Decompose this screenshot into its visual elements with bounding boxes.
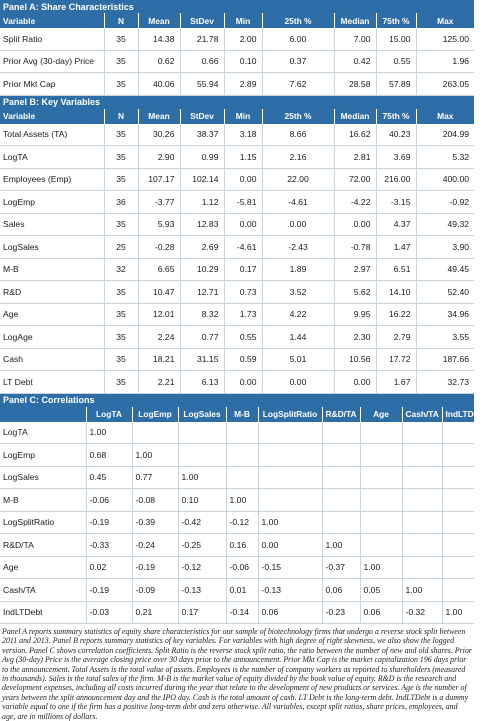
- column-header: [0, 407, 86, 422]
- value-cell: 49.32: [416, 213, 474, 236]
- value-cell: 0.00: [262, 213, 334, 236]
- table-row: [0, 489, 474, 512]
- row-label: M-B: [0, 258, 104, 281]
- value-cell: [322, 444, 360, 467]
- value-cell: 6.65: [138, 258, 180, 281]
- value-cell: 22.00: [262, 168, 334, 191]
- value-cell: -0.15: [258, 556, 322, 579]
- value-cell: 0.10: [224, 50, 262, 73]
- value-cell: [402, 534, 442, 557]
- value-cell: 1.00: [442, 601, 474, 624]
- value-cell: [442, 534, 474, 557]
- value-cell: 0.00: [258, 534, 322, 557]
- row-label: Prior Avg (30-day) Price: [0, 50, 104, 73]
- value-cell: 3.69: [376, 146, 416, 169]
- value-cell: 8.32: [180, 303, 224, 326]
- value-cell: 2.69: [180, 236, 224, 259]
- row-label: LogAge: [0, 326, 104, 349]
- column-header: Cash/TA: [402, 407, 442, 422]
- value-cell: 0.66: [180, 50, 224, 73]
- table-row: [0, 422, 474, 444]
- value-cell: [442, 511, 474, 534]
- column-header: N: [104, 13, 138, 28]
- value-cell: [178, 422, 226, 444]
- value-cell: 5.62: [334, 281, 376, 304]
- value-cell: 2.90: [138, 146, 180, 169]
- value-cell: 35: [104, 371, 138, 394]
- value-cell: [226, 444, 258, 467]
- row-label: M-B: [0, 489, 86, 512]
- value-cell: 216.00: [376, 168, 416, 191]
- value-cell: 4.22: [262, 303, 334, 326]
- value-cell: 0.02: [86, 556, 132, 579]
- value-cell: 35: [104, 348, 138, 371]
- value-cell: 0.00: [224, 213, 262, 236]
- value-cell: 0.37: [262, 50, 334, 73]
- value-cell: 0.99: [180, 146, 224, 169]
- row-label: IndLTDebt: [0, 601, 86, 624]
- value-cell: 9.95: [334, 303, 376, 326]
- table-row: [0, 511, 474, 534]
- column-header: LogSales: [178, 407, 226, 422]
- table-row: [0, 371, 474, 394]
- value-cell: [226, 466, 258, 489]
- row-label: Split Ratio: [0, 28, 104, 50]
- value-cell: -4.61: [262, 191, 334, 214]
- row-label: LogTA: [0, 146, 104, 169]
- column-header: Variable: [0, 109, 104, 124]
- value-cell: -0.09: [132, 579, 178, 602]
- table-row: [0, 213, 474, 236]
- value-cell: 0.77: [132, 466, 178, 489]
- value-cell: 6.51: [376, 258, 416, 281]
- value-cell: 0.00: [334, 371, 376, 394]
- value-cell: [402, 511, 442, 534]
- value-cell: 25: [104, 236, 138, 259]
- row-label: Cash/TA: [0, 579, 86, 602]
- value-cell: 35: [104, 303, 138, 326]
- table-row: [0, 579, 474, 602]
- value-cell: -4.61: [224, 236, 262, 259]
- value-cell: -0.33: [86, 534, 132, 557]
- row-label: Cash: [0, 348, 104, 371]
- value-cell: 0.17: [224, 258, 262, 281]
- value-cell: 15.00: [376, 28, 416, 50]
- value-cell: [402, 556, 442, 579]
- table-row: [0, 191, 474, 214]
- value-cell: 1.12: [180, 191, 224, 214]
- value-cell: -0.14: [226, 601, 258, 624]
- value-cell: [402, 444, 442, 467]
- value-cell: 1.89: [262, 258, 334, 281]
- value-cell: 40.23: [376, 124, 416, 146]
- value-cell: 1.00: [322, 534, 360, 557]
- table-row: [0, 50, 474, 73]
- value-cell: 1.73: [224, 303, 262, 326]
- value-cell: [442, 466, 474, 489]
- value-cell: 35: [104, 146, 138, 169]
- value-cell: 0.42: [334, 50, 376, 73]
- table-row: [0, 444, 474, 467]
- value-cell: 16.62: [334, 124, 376, 146]
- column-header: LogSplitRatio: [258, 407, 322, 422]
- value-cell: 2.79: [376, 326, 416, 349]
- column-header: Age: [360, 407, 402, 422]
- value-cell: [442, 579, 474, 602]
- value-cell: 187.66: [416, 348, 474, 371]
- value-cell: -0.39: [132, 511, 178, 534]
- value-cell: 107.17: [138, 168, 180, 191]
- value-cell: 1.15: [224, 146, 262, 169]
- value-cell: 2.97: [334, 258, 376, 281]
- value-cell: 1.00: [360, 556, 402, 579]
- value-cell: 0.00: [262, 371, 334, 394]
- value-cell: 0.00: [334, 213, 376, 236]
- table-row: [0, 281, 474, 304]
- value-cell: 32: [104, 258, 138, 281]
- value-cell: 17.72: [376, 348, 416, 371]
- row-label: LogEmp: [0, 191, 104, 214]
- value-cell: 14.38: [138, 28, 180, 50]
- row-label: Age: [0, 303, 104, 326]
- value-cell: 1.96: [416, 50, 474, 73]
- value-cell: 5.93: [138, 213, 180, 236]
- value-cell: 10.47: [138, 281, 180, 304]
- value-cell: -0.19: [86, 579, 132, 602]
- value-cell: -0.12: [178, 556, 226, 579]
- value-cell: 52.40: [416, 281, 474, 304]
- value-cell: 2.16: [262, 146, 334, 169]
- table-row: [0, 326, 474, 349]
- column-header: M-B: [226, 407, 258, 422]
- value-cell: 12.71: [180, 281, 224, 304]
- value-cell: 35: [104, 168, 138, 191]
- value-cell: [322, 466, 360, 489]
- value-cell: 1.00: [402, 579, 442, 602]
- value-cell: 1.00: [258, 511, 322, 534]
- value-cell: 5.32: [416, 146, 474, 169]
- value-cell: -3.15: [376, 191, 416, 214]
- value-cell: 2.81: [334, 146, 376, 169]
- value-cell: [258, 422, 322, 444]
- value-cell: -0.03: [86, 601, 132, 624]
- value-cell: 34.96: [416, 303, 474, 326]
- value-cell: 38.37: [180, 124, 224, 146]
- row-label: Employees (Emp): [0, 168, 104, 191]
- value-cell: 12.83: [180, 213, 224, 236]
- value-cell: 2.24: [138, 326, 180, 349]
- value-cell: -0.08: [132, 489, 178, 512]
- table-row: [0, 303, 474, 326]
- table-row: [0, 28, 474, 50]
- table-row: [0, 348, 474, 371]
- column-header: LogEmp: [132, 407, 178, 422]
- value-cell: 2.00: [224, 28, 262, 50]
- header-row: [0, 407, 474, 422]
- value-cell: 40.06: [138, 73, 180, 96]
- value-cell: [258, 466, 322, 489]
- value-cell: 3.90: [416, 236, 474, 259]
- value-cell: 21.78: [180, 28, 224, 50]
- row-label: LogEmp: [0, 444, 86, 467]
- value-cell: [178, 444, 226, 467]
- column-header: Min: [224, 109, 262, 124]
- value-cell: -0.13: [258, 579, 322, 602]
- panel-title: Panel A: Share Characteristics: [0, 0, 474, 13]
- column-header: IndLTDebt: [442, 407, 474, 422]
- value-cell: [360, 422, 402, 444]
- value-cell: -4.22: [334, 191, 376, 214]
- value-cell: [322, 422, 360, 444]
- value-cell: [402, 422, 442, 444]
- value-cell: [360, 466, 402, 489]
- value-cell: 35: [104, 281, 138, 304]
- value-cell: 7.00: [334, 28, 376, 50]
- table-row: [0, 466, 474, 489]
- value-cell: 3.55: [416, 326, 474, 349]
- column-header: Median: [334, 109, 376, 124]
- value-cell: 1.00: [178, 466, 226, 489]
- value-cell: [258, 444, 322, 467]
- value-cell: 0.68: [86, 444, 132, 467]
- value-cell: 55.94: [180, 73, 224, 96]
- row-label: R&D: [0, 281, 104, 304]
- column-header: Max: [416, 13, 474, 28]
- value-cell: [258, 489, 322, 512]
- value-cell: 35: [104, 213, 138, 236]
- panel-title-row: [0, 0, 474, 13]
- value-cell: -0.37: [322, 556, 360, 579]
- value-cell: -0.42: [178, 511, 226, 534]
- column-header: Mean: [138, 109, 180, 124]
- value-cell: 2.21: [138, 371, 180, 394]
- value-cell: 35: [104, 50, 138, 73]
- value-cell: -0.92: [416, 191, 474, 214]
- value-cell: [360, 534, 402, 557]
- value-cell: 0.77: [180, 326, 224, 349]
- value-cell: [442, 489, 474, 512]
- value-cell: 0.01: [226, 579, 258, 602]
- value-cell: 2.30: [334, 326, 376, 349]
- value-cell: -0.32: [402, 601, 442, 624]
- value-cell: 35: [104, 73, 138, 96]
- row-label: LogSales: [0, 236, 104, 259]
- value-cell: -0.25: [178, 534, 226, 557]
- column-header: R&D/TA: [322, 407, 360, 422]
- value-cell: 0.62: [138, 50, 180, 73]
- row-label: LogTA: [0, 422, 86, 444]
- value-cell: 12.01: [138, 303, 180, 326]
- value-cell: 8.66: [262, 124, 334, 146]
- column-header: StDev: [180, 13, 224, 28]
- table-row: [0, 236, 474, 259]
- value-cell: 1.67: [376, 371, 416, 394]
- value-cell: 0.45: [86, 466, 132, 489]
- table-row: [0, 556, 474, 579]
- value-cell: 1.00: [132, 444, 178, 467]
- value-cell: 7.62: [262, 73, 334, 96]
- value-cell: [402, 466, 442, 489]
- panel-title-row: [0, 95, 474, 109]
- value-cell: 102.14: [180, 168, 224, 191]
- column-header: Median: [334, 13, 376, 28]
- value-cell: 1.00: [86, 422, 132, 444]
- column-header: 75th %: [376, 109, 416, 124]
- value-cell: 32.73: [416, 371, 474, 394]
- value-cell: 35: [104, 124, 138, 146]
- column-header: Max: [416, 109, 474, 124]
- value-cell: 10.56: [334, 348, 376, 371]
- table-row: [0, 601, 474, 624]
- value-cell: -0.28: [138, 236, 180, 259]
- value-cell: 36: [104, 191, 138, 214]
- value-cell: -0.19: [132, 556, 178, 579]
- header-row: [0, 13, 474, 28]
- table-row: [0, 168, 474, 191]
- column-header: 25th %: [262, 13, 334, 28]
- column-header: Min: [224, 13, 262, 28]
- value-cell: -0.24: [132, 534, 178, 557]
- correlations-table: [0, 394, 486, 625]
- column-header: N: [104, 109, 138, 124]
- value-cell: 1.44: [262, 326, 334, 349]
- row-label: LogSplitRatio: [0, 511, 86, 534]
- row-label: LogSales: [0, 466, 86, 489]
- value-cell: 0.00: [224, 371, 262, 394]
- value-cell: -3.77: [138, 191, 180, 214]
- value-cell: [442, 422, 474, 444]
- value-cell: 30.26: [138, 124, 180, 146]
- value-cell: 0.16: [226, 534, 258, 557]
- value-cell: 0.06: [360, 601, 402, 624]
- value-cell: [360, 489, 402, 512]
- value-cell: 0.06: [258, 601, 322, 624]
- value-cell: 263.05: [416, 73, 474, 96]
- column-header: LogTA: [86, 407, 132, 422]
- value-cell: 4.37: [376, 213, 416, 236]
- value-cell: 0.21: [132, 601, 178, 624]
- value-cell: 35: [104, 28, 138, 50]
- value-cell: 72.00: [334, 168, 376, 191]
- table-row: [0, 146, 474, 169]
- value-cell: 0.59: [224, 348, 262, 371]
- value-cell: [360, 511, 402, 534]
- value-cell: 1.47: [376, 236, 416, 259]
- value-cell: 3.18: [224, 124, 262, 146]
- value-cell: -0.06: [86, 489, 132, 512]
- column-header: Mean: [138, 13, 180, 28]
- value-cell: -5.81: [224, 191, 262, 214]
- value-cell: 0.55: [376, 50, 416, 73]
- header-row: [0, 109, 474, 124]
- value-cell: [402, 489, 442, 512]
- panel-title: Panel B: Key Variables: [0, 95, 474, 109]
- row-label: Age: [0, 556, 86, 579]
- row-label: Total Assets (TA): [0, 124, 104, 146]
- panel-title: Panel C: Correlations: [0, 394, 474, 407]
- value-cell: 125.00: [416, 28, 474, 50]
- value-cell: 28.58: [334, 73, 376, 96]
- value-cell: -2.43: [262, 236, 334, 259]
- table-row: [0, 534, 474, 557]
- value-cell: 0.10: [178, 489, 226, 512]
- value-cell: -0.06: [226, 556, 258, 579]
- value-cell: 5.01: [262, 348, 334, 371]
- column-header: StDev: [180, 109, 224, 124]
- value-cell: -0.13: [178, 579, 226, 602]
- value-cell: 204.99: [416, 124, 474, 146]
- value-cell: 35: [104, 326, 138, 349]
- value-cell: 0.17: [178, 601, 226, 624]
- value-cell: 49.45: [416, 258, 474, 281]
- value-cell: -0.19: [86, 511, 132, 534]
- row-label: Sales: [0, 213, 104, 236]
- value-cell: 0.55: [224, 326, 262, 349]
- value-cell: -0.12: [226, 511, 258, 534]
- value-cell: 18.21: [138, 348, 180, 371]
- row-label: Prior Mkt Cap: [0, 73, 104, 96]
- value-cell: 31.15: [180, 348, 224, 371]
- value-cell: 2.89: [224, 73, 262, 96]
- value-cell: 6.13: [180, 371, 224, 394]
- value-cell: [442, 444, 474, 467]
- table-row: [0, 124, 474, 146]
- value-cell: [322, 489, 360, 512]
- row-label: LT Debt: [0, 371, 104, 394]
- value-cell: [226, 422, 258, 444]
- value-cell: 3.52: [262, 281, 334, 304]
- value-cell: [360, 444, 402, 467]
- value-cell: 0.00: [224, 168, 262, 191]
- value-cell: 14.10: [376, 281, 416, 304]
- value-cell: [132, 422, 178, 444]
- row-label: R&D/TA: [0, 534, 86, 557]
- value-cell: 16.22: [376, 303, 416, 326]
- panel-title-row: [0, 394, 474, 407]
- column-header: 75th %: [376, 13, 416, 28]
- value-cell: -0.78: [334, 236, 376, 259]
- value-cell: 0.05: [360, 579, 402, 602]
- value-cell: [442, 556, 474, 579]
- value-cell: 1.00: [226, 489, 258, 512]
- table-row: [0, 73, 474, 96]
- value-cell: -0.23: [322, 601, 360, 624]
- value-cell: 6.00: [262, 28, 334, 50]
- value-cell: [322, 511, 360, 534]
- table-row: [0, 258, 474, 281]
- value-cell: 400.00: [416, 168, 474, 191]
- value-cell: 0.73: [224, 281, 262, 304]
- column-header: Variable: [0, 13, 104, 28]
- value-cell: 10.29: [180, 258, 224, 281]
- table-footnote: Panel A reports summary statistics of equity share characteristics for our sample of biotechnology firms that undergo a reverse stock split between 2011 and 2013. Panel B reports summary statistics of key variables. For variables with high degree of right skewness, we also show the logged version. Panel C shows correlation coefficients. Split Ratio is the reverse stock split ratio, the ratio between the number of new and old shares. Prior Avg (30-day) Price is the average closing price over 30 days prior to the announcement. Prior Mkt Cap is the market capitalization 196 days prior to the announcement. Total Assets is the total value of assets. Employees is the number of company workers as reported to shareholders (measured in thousands). Sales is the total sales of the firm. M-B is the market value of equity divided by the book value of equity. R&D is the research and development expenses, including all costs incurred during the year that relate to the development of new products or services. Age is the number of years between the split announcement day and the IPO day. Cash is the total amount of cash. LT Debt is the long-term debt. IndLTDebt is a dummy variable equal to one if the firm has a positive long-term debt and zero otherwise. All variables, except split ratios, share prices, employees, and age, are in millions of dollars.: [2, 627, 472, 721]
- value-cell: 0.06: [322, 579, 360, 602]
- column-header: 25th %: [262, 109, 334, 124]
- value-cell: 57.89: [376, 73, 416, 96]
